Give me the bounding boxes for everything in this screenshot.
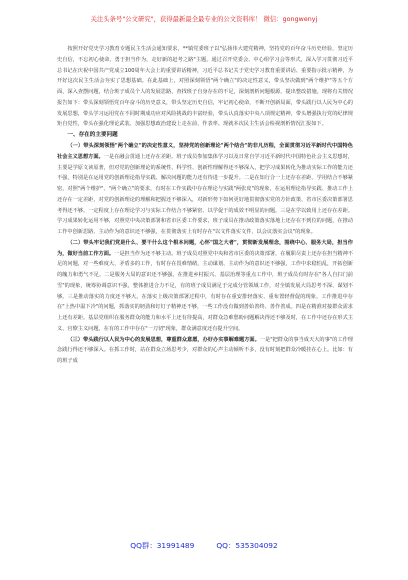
item-three-paragraph	[57, 335, 353, 367]
footer-contact	[0, 540, 408, 551]
item-one-text: 一是在融会贯通上还存在差距。班子成员参加集体学习以及日常自学习近平新时代中国特色社会主义思想时，主要是学原文读原著，但对党的创新理论的系统性、科学性、创新性理解得还不够深入，把学习成果转化为推动实际工作的能力还不强，特别是在运用党的创新理论指导实践、解决问题的能力还有待进一步提升。二是在知行合一上还存在差距。学用结合不够紧密，对照"两个维护"、"两个确立"的要求，有时在工作实践中存在理论与实践"两张皮"的现象，在运用理论指导实践、推动工作上还存在一定差距，对党的创新理论的理解和把握还不够深入，对新形势下如何更好地贯彻落实党的方针政策、省市区委决策部署思考得还不够。一定程度上存在理论学习与实际工作结合不够紧密、以学促干的成效不明显的问题。三是在学以致用上还存在差距。学习成果转化运用不够，对照党中央决策部署和省市区委工作要求，班子成员在推动政策落实落地上还存在不到位的问题，在推动工作中创新思路、主动作为的意识还不够强，在贯彻落实上有时存在"以文件落实文件、以会议落实会议"的现象。	[57, 153, 353, 235]
item-two-title: （二）带头牢记我们党是什么、要干什么这个根本问题，心怀"国之大者"，贯彻新发展理念，围绕中心、服务大局，担当作为，做好当前工作方面。	[57, 239, 353, 257]
footer-qq-group: QQ群：31991489	[130, 541, 195, 550]
item-three-title: （三）带头践行以人民为中心的发展思想，尊重群众意愿，办好办实事解难题方面。	[67, 336, 260, 343]
item-one-title: （一）带头深刻领悟"两个确立"的决定性意义，坚持党的创新理论"两个结合"的非凡历程，全面贯彻习近平新时代中国特色社会主义思想方面。	[57, 143, 353, 160]
footer-qq-number: QQ：535304092	[216, 541, 278, 550]
section-heading: 一、存在的主要问题	[67, 132, 118, 138]
item-one-paragraph	[57, 141, 353, 238]
document-body	[57, 44, 353, 524]
item-three-text: 一是"把群众的事当成天大的事"的工作理念践行得还不够深入。在抓工作时，站在群众立场思考少，对群众的心声主动倾听不多，没有时刻把群众冷暖挂在心上。比如：有的班子成	[57, 336, 353, 364]
header-banner: 关注头条号"公文研究"，获得最新最全最专业的公文资料库！ 微信：gongwenyj	[90, 16, 318, 23]
item-two-text: 一是担当作为还不够主动。班子成员对照党中央和省市区委的决策部署，在履职尽责上还存在担当精神不足的问题，对一些难度大、矛盾多的工作，有时存在畏难情绪，主动谋划、主动作为的意识还不够强，工作中求稳怕乱，开拓创新的魄力和勇气不足。二是服务大局的意识还不够强。在推进乡村振兴、基层治理等重点工作中，班子成员有时存在"各人自扫门前雪"的现象，统筹协调意识不强，整体推进合力不足，有的班子成员满足于完成分管领域工作，对全镇发展大局思考不深、谋划不够。三是推动落实的力度还不够大。在落实上级决策部署过程中，有时存在重安排轻落实、重布置轻督促的现象，工作推进中存在"上热中温下冷"的问题，抓落实的韧劲和钉钉子精神还不够，一些工作没有做到善始善终、善作善成。四是在精准对接群众需求上还有差距。基层党组织在服务群众的能力和水平上还有待提高，对群众急难愁盼问题解决得还不够及时，在工作中还存在形式主义、官僚主义问题，在有的工作中存在"一刀切"现象，群众满意度还有提升空间。	[57, 250, 353, 332]
item-two-paragraph	[57, 238, 353, 335]
intro-paragraph: 按照开好党史学习教育专题民主生活会通知要求，**镇党委班子以"弘扬伟大建党精神，坚持党的百年奋斗历史经验，坚定历史自信，不忘初心使命，勇于担当作为，走好新的赶考之路"主题，通过召开党委会、中心组学习会等形式，深入学习贯彻习近平总书记在庆祝中国共产党成立100周年大会上的重要讲话精神，习近平总书记关于党史学习教育重要讲话、重要指示批示精神，为开好这次民主生活会夯实了思想基础。在此基础上，对照深刻领悟"两个确立"的决定性意义，带头坚决做到"两个维护"等五个方面，深入查摆问题，结合班子成员个人的发展思路，查找班子自身存在的不足，深刻剖析问题根源，提出整改措施。现将有关情况报告如下：带头深刻领悟党百年奋斗的历史意义，带头坚定历史自信，牢记初心使命，不断开创新局面，带头践行以人民为中心的发展思想，带头学习运用党在不同时期成功应对风险挑战的丰富经验，带头认真落实中央八项规定精神，带头增强执行党的纪律规矩自觉性，带头在强化理论武装、加强思想政治建设上走在前、作表率。现就本次民主生活会检视剖析情况汇报如下。	[57, 46, 353, 128]
